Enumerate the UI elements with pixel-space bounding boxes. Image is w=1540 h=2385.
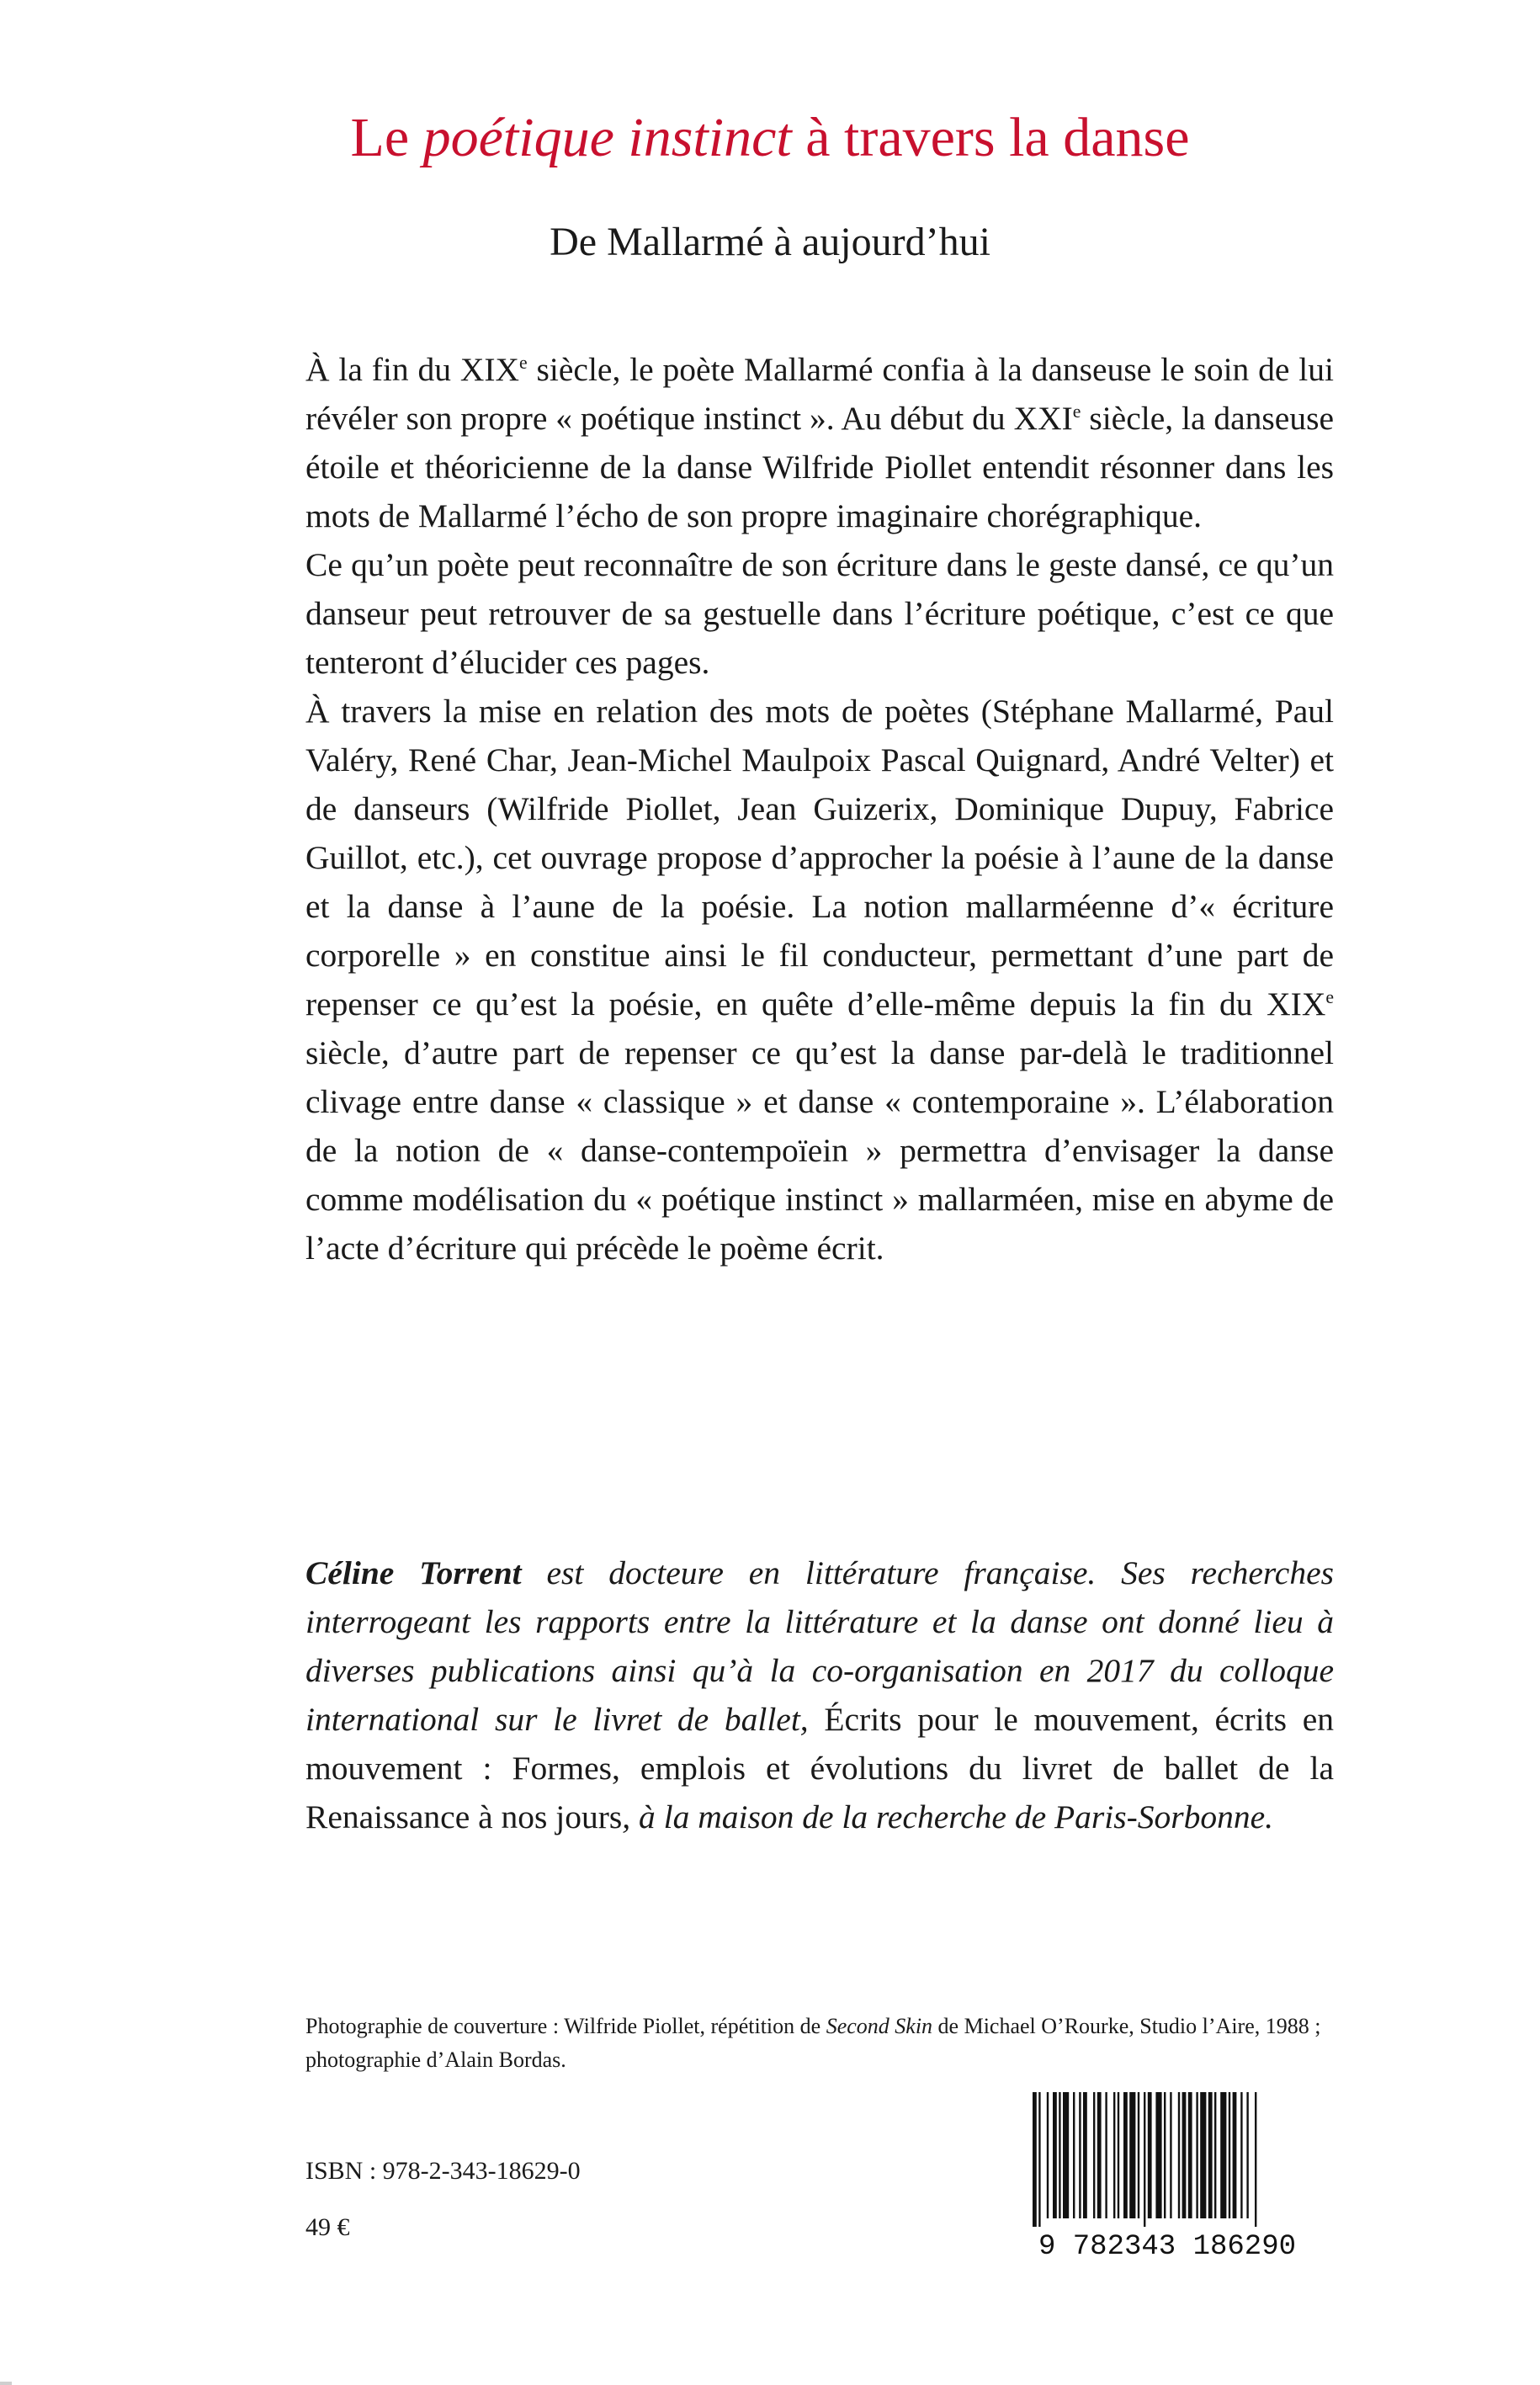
barcode-bar bbox=[1233, 2092, 1237, 2218]
summary-text bbox=[305, 345, 1334, 1272]
barcode-bar bbox=[1129, 2092, 1135, 2218]
barcode-bar bbox=[1182, 2092, 1187, 2218]
barcode-bar bbox=[1083, 2092, 1087, 2218]
barcode-bar bbox=[1208, 2092, 1213, 2218]
barcode-bar bbox=[1093, 2092, 1095, 2218]
barcode-bar bbox=[1053, 2092, 1057, 2218]
barcode-bar bbox=[1229, 2092, 1230, 2218]
credit-work-title: Second Skin bbox=[826, 2014, 933, 2038]
p3-text-b: siècle, d’autre part de repenser ce qu’est la danse par-delà le traditionnel clivage entre danse « classique » et danse « contemporaine ». L’élaboration de la notion de « danse-contempoïein » permettra d’envisager la danse comme modélisation du « poétique instinct » mallarméen, mise en abyme de l’acte d’écriture qui précède le poème écrit. bbox=[305, 1034, 1334, 1267]
price: 49 € bbox=[305, 2213, 350, 2241]
barcode-bar bbox=[1214, 2092, 1216, 2218]
photo-credit bbox=[305, 2010, 1334, 2077]
summary-paragraph-2: Ce qu’un poète peut reconnaître de son écriture dans le geste dansé, ce qu’un danseur peut retrouver de sa gestuelle dans l’écriture poétique, c’est ce que tenteront d’élucider ces pages. bbox=[305, 546, 1334, 681]
barcode bbox=[1014, 2089, 1321, 2257]
barcode-bar bbox=[1196, 2092, 1197, 2218]
author-name: Céline Torrent bbox=[305, 1554, 522, 1591]
p1-text-a: À la fin du XIX bbox=[305, 351, 520, 388]
barcode-bar bbox=[1059, 2092, 1060, 2218]
barcode-bar bbox=[1155, 2092, 1161, 2218]
credit-text-a: Photographie de couverture : Wilfride Piollet, répétition de bbox=[305, 2014, 826, 2038]
barcode-bar bbox=[1178, 2092, 1180, 2218]
barcode-bar bbox=[1063, 2092, 1069, 2218]
barcode-bars bbox=[1033, 2092, 1256, 2227]
title-italic: poétique instinct bbox=[422, 107, 792, 168]
title-part-1: Le bbox=[350, 107, 423, 168]
barcode-bar bbox=[1138, 2092, 1139, 2218]
barcode-bar bbox=[1164, 2092, 1166, 2218]
author-bio bbox=[305, 1548, 1334, 1841]
barcode-bar bbox=[1200, 2092, 1206, 2218]
p3-text-a: À travers la mise en relation des mots de poètes (Stéphane Mallarmé, Paul Valéry, René Char, Jean-Michel Maulpoix Pascal Quignard, André Velter) et de danseurs (Wilfride Piollet, Jean Guizerix, Dominique Dupuy, Fabrice Guillot, etc.), cet ouvrage propose d’approcher la poésie à l’aune de la danse et la danse à l’aune de la poésie. La notion mallarméenne d’« écriture corporelle » en constitue ainsi le fil conducteur, permettant d’une part de repenser ce qu’est la poésie, en quête d’elle-même depuis la fin du XIX bbox=[305, 693, 1334, 1023]
barcode-bar bbox=[1047, 2092, 1049, 2218]
barcode-bar bbox=[1118, 2092, 1119, 2218]
p1-text-c: siècle, la danseuse étoile et théoricienne de la danse Wilfride Piollet entendit résonner dans les mots de Mallarmé l’écho de son propre imaginaire chorégraphique. bbox=[305, 400, 1334, 534]
p1-sup-2: e bbox=[1072, 401, 1081, 422]
barcode-bar bbox=[1170, 2092, 1171, 2218]
bio-text-1: est docteure en littérature française. Ses recherches interrogeant les rapports entre la littérature et la danse ont donné lieu à diverses publications ainsi qu’à la co-organisation en 2017 du colloque international sur le livret de ballet, bbox=[305, 1554, 1334, 1738]
book-subtitle: De Mallarmé à aujourd’hui bbox=[550, 220, 990, 264]
barcode-digits: 9 782343 186290 bbox=[1038, 2231, 1297, 2257]
barcode-bar bbox=[1144, 2092, 1145, 2227]
credit-text-b: de Michael O’Rourke, Studio l’Aire, 1988 ; photographie d’Alain Bordas. bbox=[305, 2014, 1321, 2072]
barcode-bar bbox=[1148, 2092, 1152, 2218]
p1-text-b: siècle, le poète Mallarmé confia à la danseuse le soin de lui révéler son propre « poétique instinct ». Au début du XXI bbox=[305, 351, 1334, 437]
barcode-bar bbox=[1033, 2092, 1037, 2227]
barcode-bar bbox=[1240, 2092, 1242, 2218]
barcode-bar bbox=[1113, 2092, 1115, 2218]
barcode-bar bbox=[1073, 2092, 1075, 2218]
barcode-bar bbox=[1123, 2092, 1128, 2218]
p3-sup: e bbox=[1325, 986, 1334, 1007]
title-part-2: à travers la danse bbox=[791, 107, 1190, 168]
barcode-bar bbox=[1255, 2092, 1256, 2227]
corner-mark bbox=[0, 2382, 12, 2385]
summary-paragraph-1 bbox=[305, 345, 1334, 540]
barcode-bar bbox=[1188, 2092, 1192, 2218]
book-title bbox=[0, 108, 1540, 169]
p1-sup-1: e bbox=[519, 352, 528, 373]
summary-paragraph-3 bbox=[305, 687, 1334, 1272]
barcode-bar bbox=[1220, 2092, 1226, 2218]
barcode-bar bbox=[1097, 2092, 1102, 2218]
barcode-bar bbox=[1038, 2092, 1040, 2227]
bio-text-2: , à la maison de la recherche de Paris-Sorbonne. bbox=[622, 1798, 1274, 1835]
barcode-bar bbox=[1246, 2092, 1248, 2218]
barcode-bar bbox=[1079, 2092, 1081, 2218]
isbn: ISBN : 978-2-343-18629-0 bbox=[305, 2157, 581, 2185]
barcode-bar bbox=[1105, 2092, 1107, 2218]
bio-conference-title: Écrits pour le mouvement, écrits en mouvement : Formes, emplois et évolutions du livret de ballet de la Renaissance à nos jours bbox=[305, 1701, 1335, 1835]
